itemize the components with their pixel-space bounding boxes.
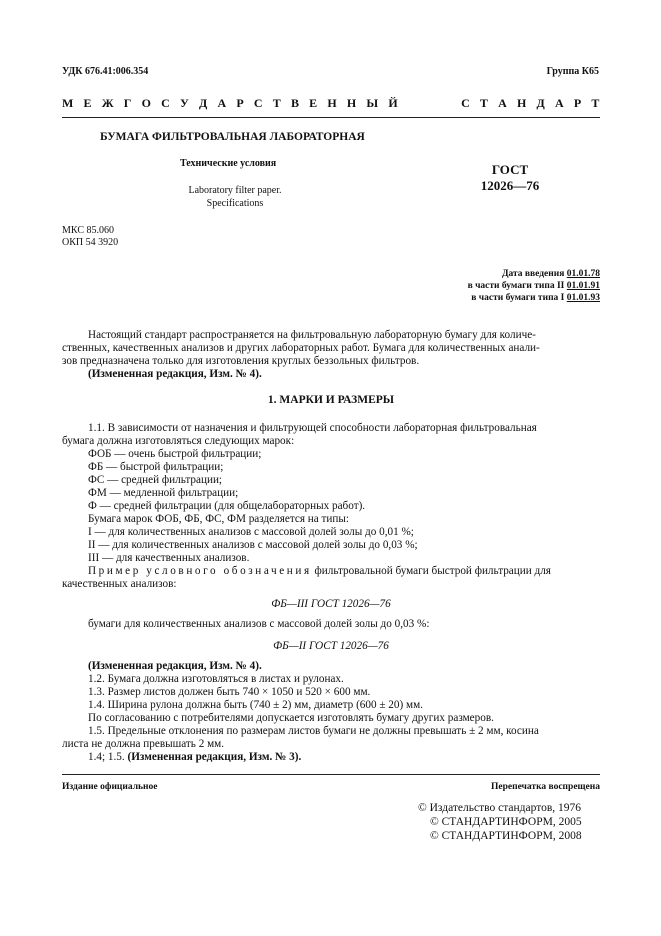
intro-amendment: (Измененная редакция, Изм. № 4). — [88, 368, 262, 380]
agreement-line: По согласованию с потребителями допускается изготовлять бумагу других размеров. — [88, 712, 494, 724]
okp-code: ОКП 54 3920 — [62, 237, 119, 248]
type2-date: в части бумаги типа II 01.01.91 — [467, 281, 600, 291]
amendment-4: (Измененная редакция, Изм. № 4). — [88, 660, 262, 672]
copyright-1: © Издательство стандартов, 1976 — [418, 802, 582, 814]
english-title-line2: Specifications — [206, 198, 264, 209]
banner-rule — [62, 117, 600, 118]
mks-code: МКС 85.060 — [62, 225, 114, 236]
p14: 1.4. Ширина рулона должна быть (740 ± 2) мм, диаметр (600 ± 20) мм. — [88, 699, 423, 711]
intro-line-2: ственных, качественных анализов и других лабораторных работ. Бумага для количественных анали- — [62, 342, 540, 354]
banner-right: С Т А Н Д А Р Т — [461, 96, 603, 110]
types-intro: Бумага марок ФОБ, ФБ, ФС, ФМ разделяется на типы: — [88, 513, 350, 525]
english-title-line1: Laboratory filter paper. — [188, 185, 282, 196]
grade-item: Ф — средней фильтрации (для общелабораторных работ). — [88, 500, 366, 512]
grade-item: ФОБ — очень быстрой фильтрации; — [88, 448, 262, 460]
p15-line-1: 1.5. Предельные отклонения по размерам листов бумаги не должны превышать ± 2 мм, косина — [88, 725, 539, 737]
gost-label: ГОСТ — [491, 162, 529, 177]
type-item: III — для качественных анализов. — [88, 552, 250, 564]
section-heading: 1. МАРКИ И РАЗМЕРЫ — [267, 394, 395, 406]
reprint-notice: Перепечатка воспрещена — [490, 782, 600, 792]
p11-line-1: 1.1. В зависимости от назначения и фильтрующей способности лабораторная фильтровальная — [88, 422, 537, 434]
document-subtitle: Технические условия — [180, 158, 277, 169]
type-item: II — для количественных анализов с массовой долей золы до 0,03 %; — [88, 539, 418, 551]
type-item: I — для количественных анализов с массовой долей золы до 0,01 %; — [88, 526, 414, 538]
gost-number: 12026—76 — [480, 178, 540, 193]
intro-line-1: Настоящий стандарт распространяется на фильтровальную лабораторную бумагу для количе- — [88, 329, 536, 341]
p15-line-2: листа не должна превышать 2 мм. — [62, 738, 225, 750]
intro-line-3: зов предназначена только для изготовления круглых беззольных фильтров. — [62, 355, 420, 367]
p11-line-2: бумага должна изготовляться следующих марок: — [62, 435, 295, 447]
udk-code: УДК 676.41:006.354 — [62, 66, 149, 77]
type1-date: в части бумаги типа I 01.01.93 — [471, 293, 600, 303]
grade-item: ФБ — быстрой фильтрации; — [88, 461, 224, 473]
designation-2: ФБ—II ГОСТ 12026—76 — [273, 640, 389, 652]
example-line-1: Пример условного обозначения фильтровальной бумаги быстрой фильтрации для — [88, 565, 551, 577]
amendment-3: 1.4; 1.5. (Измененная редакция, Изм. № 3). — [88, 751, 302, 763]
footer-rule — [62, 774, 600, 775]
designation-1: ФБ—III ГОСТ 12026—76 — [271, 598, 391, 610]
intro-date: Дата введения 01.01.78 — [501, 269, 600, 279]
copyright-2: © СТАНДАРТИНФОРМ, 2005 — [430, 816, 582, 828]
grade-item: ФС — средней фильтрации; — [88, 474, 223, 486]
grade-item: ФМ — медленной фильтрации; — [88, 487, 239, 499]
example-line-2: качественных анализов: — [62, 578, 177, 590]
document-title: БУМАГА ФИЛЬТРОВАЛЬНАЯ ЛАБОРАТОРНАЯ — [100, 131, 365, 143]
copyright-3: © СТАНДАРТИНФОРМ, 2008 — [430, 830, 582, 842]
official-edition: Издание официальное — [62, 782, 158, 792]
quant-paper-line: бумаги для количественных анализов с массовой долей золы до 0,03 %: — [88, 618, 430, 630]
p13: 1.3. Размер листов должен быть 740 × 1050 и 520 × 600 мм. — [88, 686, 371, 698]
banner-left: М Е Ж Г О С У Д А Р С Т В Е Н Н Ы Й — [62, 96, 402, 110]
p12: 1.2. Бумага должна изготовляться в листах и рулонах. — [88, 673, 344, 685]
group-code: Группа К65 — [546, 66, 599, 77]
